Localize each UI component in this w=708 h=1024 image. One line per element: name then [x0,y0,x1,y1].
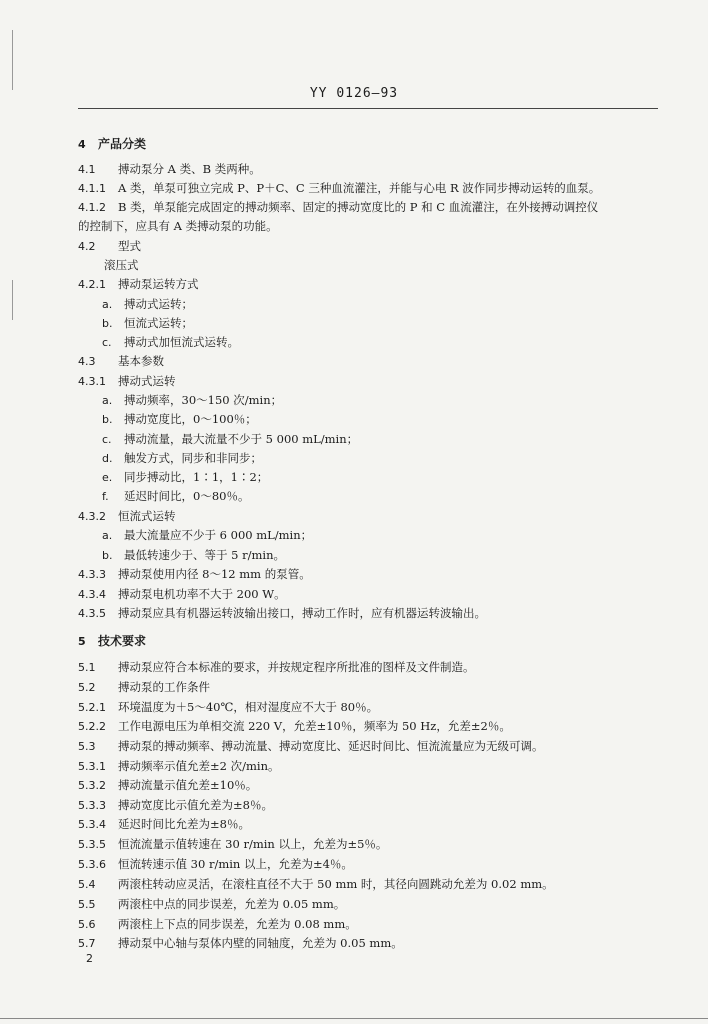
header-rule [78,108,658,109]
clause-text: 产品分类 [98,137,147,151]
clause-text: 搏动流量，最大流量不少于 5 000 mL/min； [124,432,359,446]
clause-number: 4.2.1 [78,278,106,291]
clause-line [78,897,345,912]
clause-text: 延迟时间比允差为±8％。 [118,817,250,831]
clause-number: 5 [78,635,86,648]
clause-number: d. [102,452,113,465]
clause-text: 工作电源电压为单相交流 220 V，允差±10％，频率为 50 Hz，允差±2％。 [118,719,511,733]
scan-edge-mark [12,280,13,320]
clause-line [102,548,285,563]
clause-text: 搏动式加恒流式运转。 [124,335,239,349]
clause-line [102,470,268,485]
clause-text: B 类，单泵能完成固定的搏动频率、固定的搏动宽度比的 P 和 C 血流灌注，在外接搏动调控仪 [118,200,599,214]
clause-text: 搏动泵使用内径 8～12 mm 的泵管。 [118,567,311,581]
clause-text: 最大流量应不少于 6 000 mL/min； [124,528,313,542]
standard-code-header: YY 0126—93 [309,86,399,101]
clause-line [102,432,358,447]
clause-line [78,162,261,177]
clause-text: 搏动宽度比，0～100％； [124,412,257,426]
clause-number: 4.1.1 [78,182,106,195]
clause-number: 5.4 [78,878,96,891]
clause-number: 5.2 [78,681,96,694]
clause-text: 技术要求 [98,634,147,648]
clause-line [102,335,239,350]
clause-line [104,258,139,272]
clause-line [102,451,262,466]
clause-number: 4.3.1 [78,375,106,388]
clause-text: 搏动泵分 A 类、B 类两种。 [118,162,261,176]
clause-text: 恒流式运转 [118,509,176,523]
clause-number: 5.2.1 [78,701,106,714]
clause-number: b. [102,317,113,330]
clause-text: A 类，单泵可独立完成 P、P＋C、C 三种血流灌注，并能与心电 R 波作同步搏动运转的血泵。 [118,181,601,195]
clause-text: 两滚柱上下点的同步误差，允差为 0.08 mm。 [118,917,357,931]
clause-line [78,181,600,196]
clause-text: 基本参数 [118,354,164,368]
clause-line [78,917,357,932]
clause-text: 搏动宽度比示值允差为±8％。 [118,798,273,812]
clause-text: 搏动泵电机功率不大于 200 W。 [118,587,286,601]
clause-line [78,798,273,813]
clause-text: 搏动泵中心轴与泵体内壁的同轴度，允差为 0.05 mm。 [118,936,403,950]
clause-number: 4.1 [78,163,96,176]
clause-text: 延迟时间比，0～80％。 [124,489,250,503]
clause-number: 5.5 [78,898,96,911]
clause-line [78,277,199,292]
clause-line [78,739,544,754]
clause-text: 搏动式运转 [118,374,176,388]
clause-text: 搏动频率，30～150 次/min； [124,393,283,407]
clause-number: 5.3.3 [78,799,106,812]
clause-number: b. [102,413,113,426]
clause-text: 同步搏动比，1∶1，1∶2； [124,470,269,484]
clause-text: 环境温度为＋5～40℃，相对湿度应不大于 80％。 [118,700,379,714]
clause-line [78,719,511,734]
clause-text: 搏动泵的工作条件 [118,680,210,694]
clause-number: b. [102,549,113,562]
clause-line [78,680,210,695]
clause-number: 5.7 [78,937,96,950]
clause-number: 4.3 [78,355,96,368]
clause-number: 5.3 [78,740,96,753]
clause-text: 两滚柱中点的同步误差，允差为 0.05 mm。 [118,897,346,911]
clause-text: 搏动泵应符合本标准的要求，并按规定程序所批准的图样及文件制造。 [118,660,475,674]
clause-line [78,509,176,524]
clause-number: e. [102,471,113,484]
clause-line [78,660,475,675]
clause-line [78,567,311,582]
clause-text: 恒流转速示值 30 r/min 以上，允差为±4％。 [118,857,353,871]
clause-number: c. [102,336,112,349]
clause-text: 恒流式运转； [124,316,193,330]
page-number: 2 [86,952,93,965]
clause-line [102,393,282,408]
clause-number: 5.3.4 [78,818,106,831]
clause-number: 4.3.2 [78,510,106,523]
clause-number: 4 [78,138,86,151]
clause-line [78,200,598,215]
clause-number: 4.3.3 [78,568,106,581]
clause-line [78,936,403,951]
scan-bottom-edge [0,1018,708,1019]
clause-text: 两滚柱转动应灵活，在滚柱直径不大于 50 mm 时，其径向圆跳动允差为 0.02 mm。 [118,877,554,891]
clause-number: 5.1 [78,661,96,674]
clause-text: 恒流流量示值转速在 30 r/min 以上，允差为±5％。 [118,837,388,851]
clause-number: 4.2 [78,240,96,253]
clause-text: 最低转速少于、等于 5 r/min。 [124,548,285,562]
clause-line [78,700,378,715]
clause-line [102,297,193,312]
clause-line [78,374,176,389]
clause-number: f. [102,490,109,503]
clause-text: 搏动泵应具有机器运转波输出接口，搏动工作时，应有机器运转波输出。 [118,606,486,620]
clause-line [78,817,250,832]
scan-edge-mark [12,30,13,90]
clause-text: 滚压式 [104,258,139,272]
clause-line [78,837,387,852]
clause-number: a. [102,298,113,311]
clause-line [78,219,278,233]
clause-line [78,857,353,872]
clause-number: a. [102,529,113,542]
clause-line [78,778,257,793]
clause-number: 5.2.2 [78,720,106,733]
clause-number: 4.3.4 [78,588,106,601]
clause-number: 5.3.1 [78,760,106,773]
clause-number: 5.3.5 [78,838,106,851]
clause-text: 的控制下，应具有 A 类搏动泵的功能。 [78,219,278,233]
clause-line [78,759,279,774]
clause-text: 搏动流量示值允差±10％。 [118,778,258,792]
clause-text: 触发方式，同步和非同步； [124,451,262,465]
clause-text: 搏动频率示值允差±2 次/min。 [118,759,280,773]
clause-line [78,877,554,892]
clause-number: c. [102,433,112,446]
clause-text: 搏动泵的搏动频率、搏动流量、搏动宽度比、延迟时间比、恒流流量应为无级可调。 [118,739,544,753]
clause-line [102,528,312,543]
clause-line [78,606,486,621]
clause-line [78,587,286,602]
clause-number: 5.6 [78,918,96,931]
clause-line [78,239,141,254]
clause-number: 5.3.6 [78,858,106,871]
clause-text: 搏动泵运转方式 [118,277,199,291]
clause-number: a. [102,394,113,407]
clause-line [102,489,249,504]
clause-line [78,354,164,369]
clause-text: 搏动式运转； [124,297,193,311]
clause-number: 5.3.2 [78,779,106,792]
clause-number: 4.3.5 [78,607,106,620]
clause-number: 4.1.2 [78,201,106,214]
clause-text: 型式 [118,239,141,253]
section-heading [78,634,146,649]
clause-line [102,316,193,331]
section-heading [78,137,146,152]
clause-line [102,412,257,427]
